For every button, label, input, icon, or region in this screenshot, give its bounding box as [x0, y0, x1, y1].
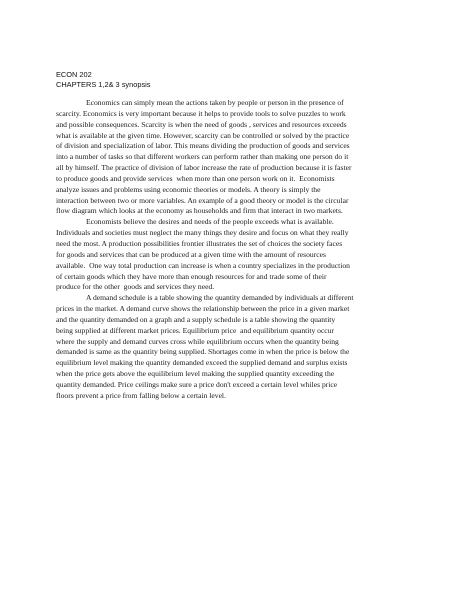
paragraph-line: into a number of tasks so that different workers can perform rather than making one person do it — [56, 152, 349, 162]
paragraph-line: Economics can simply mean the actions taken by people or person in the presence of — [86, 98, 344, 107]
paragraph-line: prices in the market. A demand curve shows the relationship between the price in a given market — [56, 304, 350, 314]
paragraph-line: A demand schedule is a table showing the quantity demanded by individuals at different — [86, 293, 354, 303]
paragraph-scarcity-choices — [56, 217, 428, 293]
paragraph-line: floors prevent a price from falling below a certain level. — [56, 390, 226, 400]
paragraph-line: and possible consequences. Scarcity is when the need of goods , services and resources exceeds — [56, 119, 347, 129]
paragraph-line: scarcity. Economics is very important because it helps to provide tools to solve puzzles to work — [56, 108, 346, 118]
paragraph-line: of division and specialization of labor. This means dividing the production of goods and services — [56, 141, 350, 151]
paragraph-line: for goods and services that can be produced at a given time with the amount of resources — [56, 249, 326, 259]
paragraph-line: analyze issues and problems using economic theories or models. A theory is simply the — [56, 184, 321, 194]
paragraph-line: all by himself. The practice of division of labor increase the rate of production because it is faster — [56, 163, 352, 173]
paragraph-line: flow diagram which looks at the economy as households and firm that interact in two markets. — [56, 206, 343, 216]
paragraph-line: interaction between two or more variables. An example of a good theory or model is the circular — [56, 195, 349, 205]
paragraph-line: quantity demanded. Price ceilings make sure a price don't exceed a certain level whiles price — [56, 379, 338, 389]
paragraph-line: equilibrium level making the quantity demanded exceed the supplied demand and surplus exists — [56, 358, 348, 368]
document-body — [56, 98, 428, 402]
paragraph-economics-intro — [56, 98, 428, 217]
document-header — [56, 70, 150, 90]
paragraph-line: what is available at the given time. However, scarcity can be controlled or solved by the practice — [56, 130, 350, 140]
paragraph-line: available. One way total production can increase is when a country specializes in the production — [56, 260, 350, 270]
paragraph-line: demanded is same as the quantity being supplied. Shortages come in when the price is below the — [56, 347, 350, 357]
course-code: ECON 202 — [56, 70, 92, 79]
paragraph-line: when the price gets above the equilibrium level making the supplied quantity exceeding the — [56, 369, 335, 379]
paragraph-line: need the most. A production possibilities frontier illustrates the set of choices the society faces — [56, 238, 343, 248]
document-subtitle: CHAPTERS 1,2& 3 synopsis — [56, 80, 151, 89]
paragraph-line: of certain goods which they have more than enough resources for and trade some of their — [56, 271, 327, 281]
paragraph-line: produce for the other goods and services they need. — [56, 282, 215, 292]
paragraph-line: being supplied at different market prices. Equilibrium price and equilibrium quantity occur — [56, 325, 335, 335]
paragraph-line: Economists believe the desires and needs of the people exceeds what is available. — [86, 217, 334, 227]
paragraph-line: and the quantity demanded on a graph and a supply schedule is a table showing the quantity — [56, 314, 336, 324]
paragraph-line: where the supply and demand curves cross while equilibrium occurs when the quantity being — [56, 336, 339, 346]
paragraph-line: to produce goods and provide services when more than one person work on it. Economists — [56, 173, 335, 183]
paragraph-demand-supply — [56, 293, 428, 401]
paragraph-line: Individuals and societies must neglect the many things they desire and focus on what they really — [56, 228, 349, 238]
